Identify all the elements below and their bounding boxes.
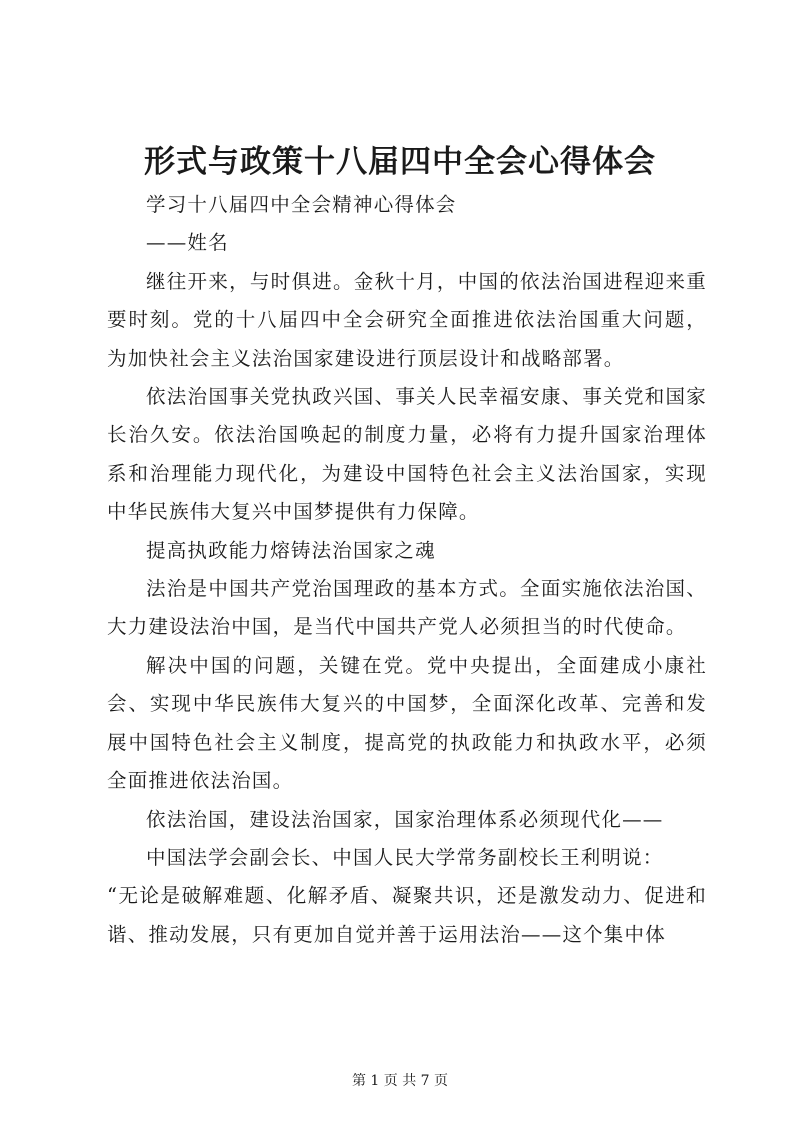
subtitle-paragraph: 学习十八届四中全会精神心得体会	[146, 193, 457, 216]
body-paragraph: 依法治国，建设法治国家，国家治理体系必须现代化——	[146, 807, 664, 831]
body-paragraph: 继往开来，与时俱进。金秋十月，中国的依法治国进程迎来重要时刻。党的十八届四中全会研究全面推进依法治国重大问题，为加快社会主义法治国家建设进行顶层设计和战略部署。	[107, 269, 707, 370]
body-paragraph: 解决中国的问题，关键在党。党中央提出，全面建成小康社会、实现中华民族伟大复兴的中国梦，全面深化改革、完善和发展中国特色社会主义制度，提高党的执政能力和执政水平，必须全面推进依法治国。	[107, 653, 707, 793]
body-paragraph: 依法治国事关党执政兴国、事关人民幸福安康、事关党和国家长治久安。依法治国唤起的制度力量，必将有力提升国家治理体系和治理能力现代化，为建设中国特色社会主义法治国家，实现中华民族伟大复兴中国梦提供有力保障。	[107, 385, 707, 524]
section-heading: 提高执政能力熔铸法治国家之魂	[146, 538, 436, 562]
document-body	[107, 186, 707, 954]
page-footer: 第 1 页 共 7 页	[351, 1073, 449, 1089]
quote-paragraph: “无论是破解难题、化解矛盾、凝聚共识，还是激发动力、促进和谐、推动发展，只有更加自觉并善于运用法治——这个集中体	[107, 884, 707, 946]
body-paragraph: 中国法学会副会长、中国人民大学常务副校长王利明说：	[146, 845, 664, 869]
body-paragraph: 法治是中国共产党治国理政的基本方式。全面实施依法治国、大力建设法治中国，是当代中国共产党人必须担当的时代使命。	[107, 577, 707, 639]
document-title: 形式与政策十八届四中全会心得体会	[144, 144, 656, 180]
author-line: ——姓名	[146, 231, 229, 255]
